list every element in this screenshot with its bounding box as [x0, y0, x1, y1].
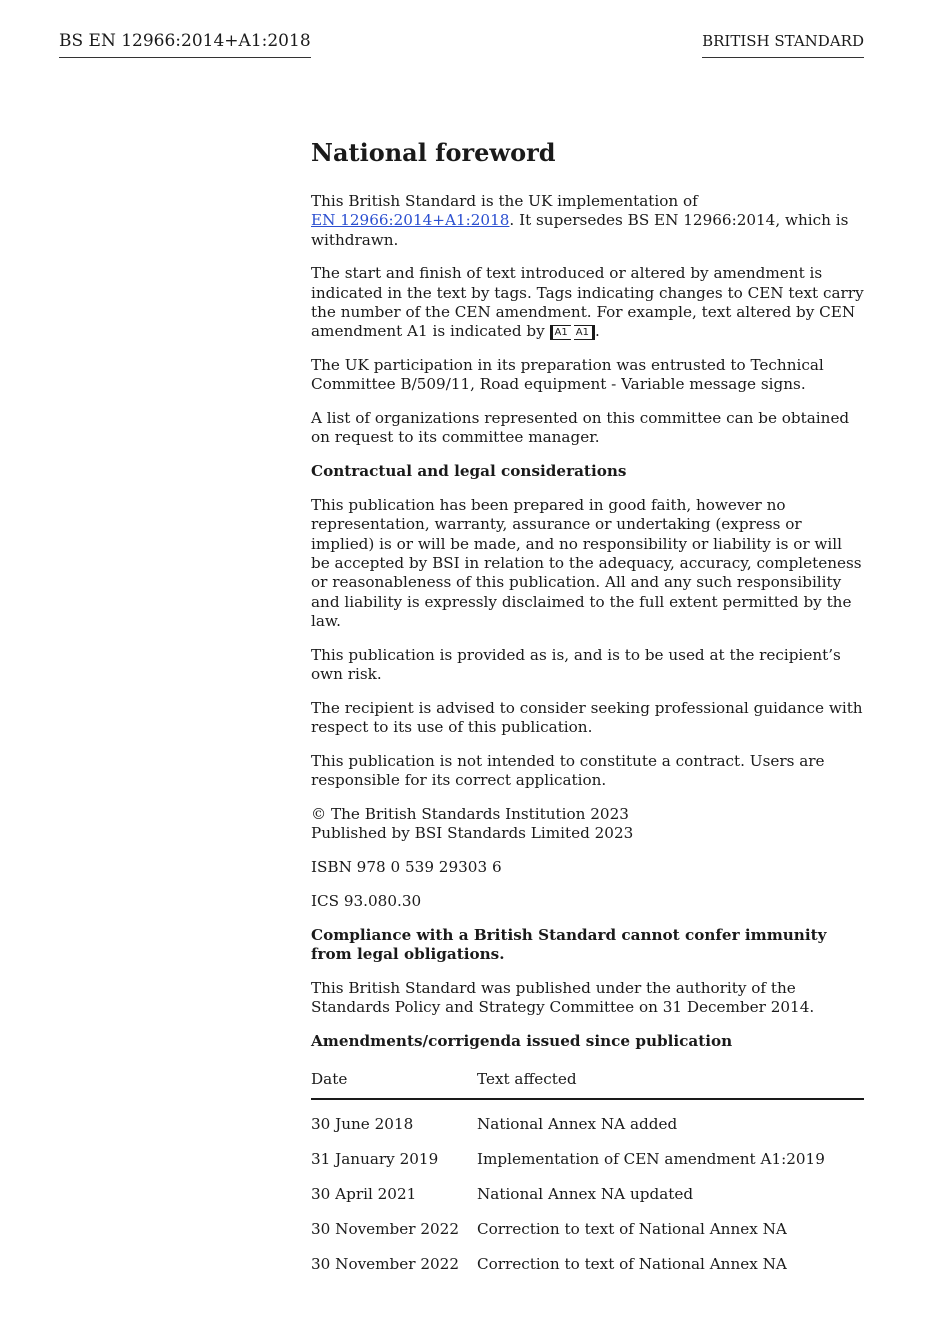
amendment-tag-open-icon: A1 [550, 325, 571, 340]
isbn: ISBN 978 0 539 29303 6 [311, 858, 502, 877]
intro-paragraph [311, 192, 864, 250]
not-contract-paragraph: This publication is not intended to constitute a contract. Users are responsible for its correct application. [311, 751, 825, 790]
tags-text-end: . [594, 322, 600, 341]
compliance-statement: Compliance with a British Standard cannot confer immunity from legal obligations. [311, 925, 827, 963]
document-id-header: BS EN 12966:2014+A1:2018 [59, 30, 311, 58]
standard-link[interactable]: EN 12966:2014+A1:2018 [311, 211, 510, 230]
tags-paragraph [311, 264, 864, 341]
good-faith-paragraph: This publication has been prepared in good faith, however no representation, warranty, assurance or undertaking (express or implied) is or will be made, and no responsibility or liability is or will be accepted by BSI in relation to the adequacy, accuracy, completeness or reasonableness of this publication. All and any such responsibility and liability is expressly disclaimed to the full extent permitted by the law. [311, 496, 862, 630]
amendment-text: Correction to text of National Annex NA [477, 1254, 787, 1273]
contractual-heading: Contractual and legal considerations [311, 462, 627, 481]
amendments-table [311, 1066, 864, 1283]
amendment-date: 30 November 2022 [311, 1254, 460, 1273]
publisher-line: Published by BSI Standards Limited 2023 [311, 824, 634, 843]
table-row [311, 1248, 864, 1283]
ics: ICS 93.080.30 [311, 891, 422, 910]
amendment-text: Correction to text of National Annex NA [477, 1219, 787, 1238]
amendment-tag-close-icon: A1 [574, 325, 595, 340]
organizations-paragraph: A list of organizations represented on this committee can be obtained on request to its committee manager. [311, 409, 850, 447]
tags-text: The start and finish of text introduced or altered by amendment is indicated in the text by tags. Tags indicating changes to CEN text carry the number of the CEN amendment. For example, text altered by CEN amendment A1 is indicated by [311, 264, 864, 341]
text-affected-column-header: Text affected [477, 1066, 864, 1099]
table-row [311, 1213, 864, 1248]
advice-paragraph: The recipient is advised to consider seeking professional guidance with respect to its use of this publication. [311, 698, 863, 737]
participation-paragraph: The UK participation in its preparation was entrusted to Technical Committee B/509/11, Road equipment - Variable message signs. [311, 356, 824, 394]
amendment-text: National Annex NA updated [477, 1184, 694, 1203]
amendment-text: Implementation of CEN amendment A1:2019 [477, 1149, 825, 1168]
authority-paragraph: This British Standard was published under the authority of the Standards Policy and Strategy Committee on 31 December 2014. [311, 978, 815, 1016]
amendment-date: 30 November 2022 [311, 1219, 460, 1238]
foreword-content [311, 138, 864, 1283]
amendment-date: 31 January 2019 [311, 1149, 439, 1168]
table-row [311, 1143, 864, 1178]
amendments-title: Amendments/corrigenda issued since publication [311, 1031, 733, 1050]
as-is-paragraph: This publication is provided as is, and is to be used at the recipient’s own risk. [311, 645, 841, 683]
amendment-date: 30 June 2018 [311, 1114, 414, 1133]
copyright-line: © The British Standards Institution 2023 [311, 804, 629, 823]
table-row [311, 1178, 864, 1213]
intro-text-after: . It supersedes BS EN 12966:2014, which is withdrawn. [311, 211, 849, 249]
amendments-header-row [311, 1066, 864, 1099]
page-title: National foreword [311, 138, 556, 167]
table-row [311, 1108, 864, 1143]
intro-text-before: This British Standard is the UK implementation of [311, 192, 698, 210]
standard-type-header: BRITISH STANDARD [702, 30, 864, 58]
date-column-header: Date [311, 1066, 477, 1099]
copyright-block [311, 805, 864, 844]
amendment-text: National Annex NA added [477, 1114, 678, 1133]
amendment-date: 30 April 2021 [311, 1184, 417, 1203]
